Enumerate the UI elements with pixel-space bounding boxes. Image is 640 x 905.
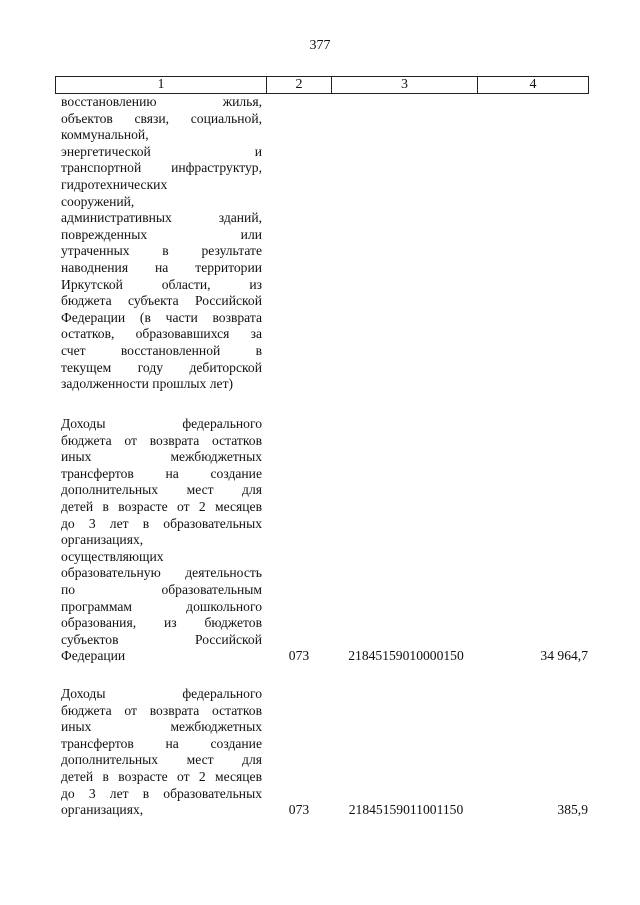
desc-line: Иркутской области, из: [61, 276, 262, 292]
page-number: 377: [309, 38, 331, 53]
row-kbk: 21845159010000150: [348, 648, 464, 663]
desc-line: детей в возрасте от 2 месяцев: [61, 768, 262, 784]
desc-line: трансфертов на создание: [61, 465, 262, 481]
column-header-row: [56, 77, 589, 94]
desc-line: бюджета от возврата остатков: [61, 432, 262, 448]
desc-line: бюджета от возврата остатков: [61, 702, 262, 718]
row-description: [61, 416, 262, 665]
desc-line: Доходы федерального: [61, 416, 262, 431]
desc-line: трансфертов на создание: [61, 735, 262, 751]
desc-line: Федерации: [61, 648, 126, 664]
desc-line: административных зданий,: [61, 210, 262, 226]
desc-line: транспортной инфраструктур,: [61, 160, 262, 176]
desc-line: сооружений,: [61, 193, 135, 209]
row-sum: 34 964,7: [540, 648, 588, 663]
desc-line: наводнения на территории: [61, 259, 262, 275]
desc-line: коммунальной,: [61, 127, 149, 143]
desc-line: Федерации (в части возврата: [61, 309, 262, 325]
desc-line: организациях,: [61, 802, 144, 818]
column-header-3: 3: [332, 77, 478, 94]
desc-line: организациях,: [61, 532, 144, 548]
row-code: 073: [288, 802, 310, 817]
desc-line: образовательную деятельность: [61, 565, 262, 581]
row-description: [61, 686, 262, 819]
desc-line: утраченных в результате: [61, 243, 262, 259]
desc-line: гидротехнических: [61, 176, 168, 192]
desc-line: дополнительных мест для: [61, 752, 262, 768]
desc-line: восстановлению жилья,: [61, 94, 262, 109]
row-sum: 385,9: [557, 802, 588, 817]
row-description: [61, 94, 262, 393]
desc-line: текущем году дебиторской: [61, 359, 262, 375]
desc-line: бюджета субъекта Российской: [61, 293, 262, 309]
desc-line: осуществляющих: [61, 548, 164, 564]
desc-line: по образовательным: [61, 581, 262, 597]
column-header-2: 2: [267, 77, 332, 94]
desc-line: до 3 лет в образовательных: [61, 785, 262, 801]
desc-line: дополнительных мест для: [61, 482, 262, 498]
desc-line: Доходы федерального: [61, 686, 262, 701]
desc-line: энергетической и: [61, 143, 262, 159]
desc-line: задолженности прошлых лет): [61, 376, 234, 392]
row-code: 073: [288, 648, 310, 663]
desc-line: иных межбюджетных: [61, 719, 262, 735]
desc-line: программам дошкольного: [61, 598, 262, 614]
desc-line: поврежденных или: [61, 226, 262, 242]
column-header-1: 1: [56, 77, 267, 94]
desc-line: детей в возрасте от 2 месяцев: [61, 498, 262, 514]
row-kbk: 21845159011001150: [348, 802, 464, 817]
desc-line: образования, из бюджетов: [61, 615, 262, 631]
desc-line: субъектов Российской: [61, 631, 262, 647]
desc-line: до 3 лет в образовательных: [61, 515, 262, 531]
desc-line: иных межбюджетных: [61, 449, 262, 465]
desc-line: объектов связи, социальной,: [61, 110, 262, 126]
desc-line: счет восстановленной в: [61, 342, 262, 358]
desc-line: остатков, образовавшихся за: [61, 326, 262, 342]
column-header-4: 4: [478, 77, 589, 94]
column-header-table: [55, 76, 589, 94]
